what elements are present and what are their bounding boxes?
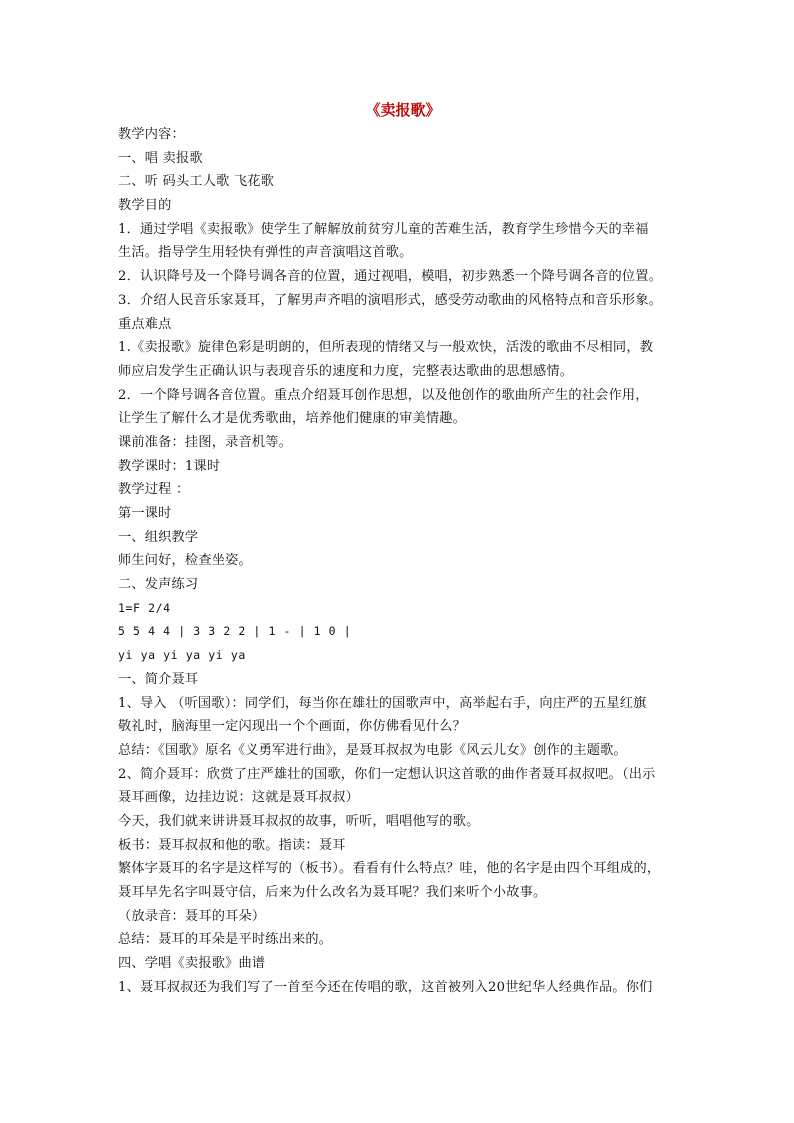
text-line: 师应启发学生正确认识与表现音乐的速度和力度，完整表达歌曲的思想感情。 bbox=[118, 363, 574, 379]
text-line: 1.《卖报歌》旋律色彩是明朗的，但所表现的情绪又与一般欢快，活泼的歌曲不尽相同，教 bbox=[118, 340, 654, 356]
text-line: 今天，我们就来讲讲聂耳叔叔的故事，听听，唱唱他写的歌。 bbox=[118, 813, 480, 829]
text-line: 生活。指导学生用轻快有弹性的声音演唱这首歌。 bbox=[118, 245, 413, 261]
notation-line: 5 5 4 4 | 3 3 2 2 | 1 - | 1 0 | bbox=[118, 624, 352, 639]
text-line: 四、学唱《卖报歌》曲谱 bbox=[118, 956, 266, 972]
text-line: 教学课时：1课时 bbox=[118, 458, 221, 474]
text-line: 敬礼时，脑海里一定闪现出一个个画面，你仿佛看见什么？ bbox=[118, 719, 467, 735]
text-line: 课前准备：挂图，录音机等。 bbox=[118, 434, 293, 450]
text-line: 1、聂耳叔叔还为我们写了一首至今还在传唱的歌，这首被列入20世纪华人经典作品。你们 bbox=[118, 979, 653, 995]
text-line: 聂耳画像，边挂边说：这就是聂耳叔叔） bbox=[118, 790, 359, 806]
text-line: 2．一个降号调各音位置。重点介绍聂耳创作思想，以及他创作的歌曲所产生的社会作用， bbox=[118, 387, 649, 403]
text-line: 一、唱 卖报歌 bbox=[118, 150, 203, 166]
text-line: （放录音：聂耳的耳朵） bbox=[118, 908, 266, 924]
text-line: 3．介绍人民音乐家聂耳，了解男声齐唱的演唱形式，感受劳动歌曲的风格特点和音乐形象。 bbox=[118, 292, 663, 308]
text-line: 第一课时 bbox=[118, 506, 172, 521]
text-line: 1．通过学唱《卖报歌》使学生了解解放前贫穷儿童的苦难生活，教育学生珍惜今天的幸福 bbox=[118, 221, 649, 237]
text-line: 重点难点 bbox=[118, 316, 172, 332]
text-line: 2、简介聂耳：欣赏了庄严雄壮的国歌，你们一定想认识这首歌的曲作者聂耳叔叔吧。（出示 bbox=[118, 766, 656, 782]
text-line: 让学生了解什么才是优秀歌曲，培养他们健康的审美情趣。 bbox=[118, 411, 467, 427]
lyrics-line: yi ya yi ya yi ya bbox=[118, 648, 246, 663]
text-line: 教学过程 ： bbox=[118, 482, 190, 498]
text-line: 一、组织教学 bbox=[118, 529, 199, 545]
text-line: 二、听 码头工人歌 飞花歌 bbox=[118, 174, 275, 190]
text-line: 教学目的 bbox=[118, 198, 172, 214]
text-line: 板书：聂耳叔叔和他的歌。指读：聂耳 bbox=[118, 837, 346, 853]
text-line: 繁体字聂耳的名字是这样写的（板书）。看看有什么特点？哇，他的名字是由四个耳组成的， bbox=[118, 861, 661, 877]
text-line: 教学内容： bbox=[118, 127, 185, 142]
text-line: 师生问好，检查坐姿。 bbox=[118, 553, 252, 569]
text-line: 二、发声练习 bbox=[118, 577, 199, 593]
document-title: 《卖报歌》 bbox=[365, 101, 441, 119]
text-line: 1、导入 （听国歌）：同学们，每当你在雄壮的国歌声中，高举起右手，向庄严的五星红旗 bbox=[118, 695, 647, 711]
document-page bbox=[118, 98, 688, 999]
text-line: 聂耳早先名字叫聂守信，后来为什么改名为聂耳呢？我们来听个小故事。 bbox=[118, 885, 547, 900]
text-line: 一、简介聂耳 bbox=[118, 671, 199, 687]
text-line: 总结：聂耳的耳朵是平时练出来的。 bbox=[118, 932, 333, 948]
text-line: 总结：《国歌》原名《义勇军进行曲》，是聂耳叔叔为电影《风云儿女》创作的主题歌。 bbox=[118, 742, 627, 758]
text-line: 2．认识降号及一个降号调各音的位置，通过视唱，模唱，初步熟悉一个降号调各音的位置。 bbox=[118, 269, 663, 285]
key-signature-line: 1=F 2/4 bbox=[118, 600, 171, 615]
